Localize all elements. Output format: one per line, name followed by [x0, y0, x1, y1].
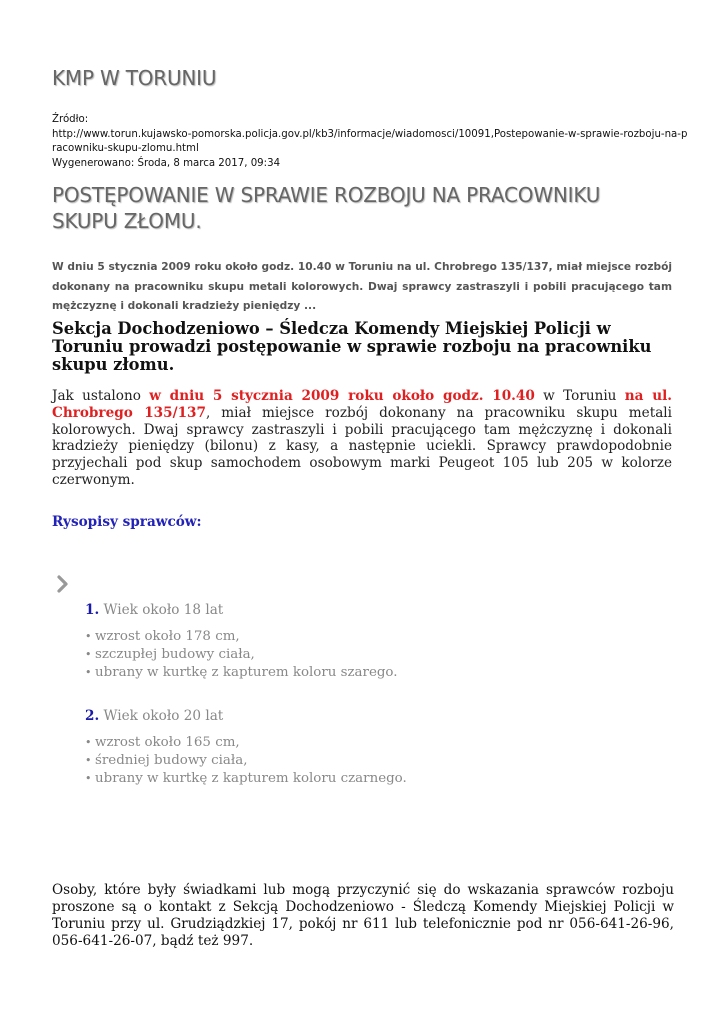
article-title: POSTĘPOWANIE W SPRAWIE ROZBOJU NA PRACOWNIKU SKUPU ZŁOMU.: [52, 183, 601, 233]
section-heading: Sekcja Dochodzeniowo – Śledcza Komendy Miejskiej Policji w Toruniu prowadzi postępowanie w sprawie rozboju na pracowniku skupu złomu.: [52, 319, 652, 374]
suspect-heading: [85, 601, 645, 619]
list-item: [85, 734, 645, 752]
lead-paragraph: W dniu 5 stycznia 2009 roku około godz. 10.40 w Toruniu na ul. Chrobrego 135/137, miał miejsce rozbój dokonany na pracowniku skupu metali kolorowych. Dwaj sprawcy zastraszyli i pobili pracującego tam mężczyznę i dokonali kradzieży pieniędzy ...: [52, 261, 672, 313]
list-item: [85, 752, 645, 770]
suspect-number: 2.: [85, 708, 100, 724]
list-item: [85, 646, 645, 664]
suspect-age: Wiek około 18 lat: [99, 602, 224, 618]
trait-text: średniej budowy ciała,: [95, 753, 248, 768]
trait-text: ubrany w kurtkę z kapturem koloru szarego.: [95, 665, 398, 680]
bullet-icon: •: [85, 772, 92, 785]
body-text-3: , miał miejsce rozbój dokonany na pracowniku skupu metali kolorowych. Dwaj sprawcy zastraszyli i pobili pracującego tam mężczyznę i dokonali kradzieży pieniędzy (bilonu) z kasy, a następnie uciekli. Sprawcy prawdopodobnie przyjechali pod skup samochodem osobowym marki Peugeot 105 lub 205 w kolorze czerwonym.: [52, 404, 672, 488]
suspect-number: 1.: [85, 602, 100, 618]
suspect-description-1: [85, 601, 645, 682]
street-highlight: na ul. Chrobrego 135/137: [52, 388, 672, 421]
bullet-icon: •: [85, 630, 92, 643]
chevron-right-icon: [56, 575, 70, 593]
bullet-icon: •: [85, 648, 92, 661]
bullet-icon: •: [85, 666, 92, 679]
trait-text: ubrany w kurtkę z kapturem koloru czarnego.: [95, 771, 407, 786]
bullet-icon: •: [85, 736, 92, 749]
closing-paragraph: Osoby, które były świadkami lub mogą przyczynić się do wskazania sprawców rozboju proszone są o kontakt z Sekcją Dochodzeniowo - Śledczą Komendy Miejskiej Policji w Toruniu przy ul. Grudziądzkiej 17, pokój nr 611 lub telefonicznie pod nr 056-641-26-96, 056-641-26-07, bądź też 997.: [52, 882, 674, 949]
body-text-2: w Toruniu: [534, 388, 625, 404]
body-text-1: Jak ustalono: [52, 388, 150, 404]
source-metadata: [52, 113, 688, 171]
body-paragraph: [52, 388, 672, 489]
source-label: Źródło:: [52, 114, 89, 125]
list-item: [85, 628, 645, 646]
date-highlight: w dniu 5 stycznia 2009 roku około godz. 10.40: [149, 388, 535, 404]
source-url-line-2: racowniku-skupu-zlomu.html: [52, 143, 199, 154]
list-item: [85, 664, 645, 682]
trait-text: wzrost około 165 cm,: [95, 735, 240, 750]
list-item: [85, 770, 645, 788]
generated-timestamp: Wygenerowano: Środa, 8 marca 2017, 09:34: [52, 157, 281, 169]
suspect-age: Wiek około 20 lat: [99, 708, 224, 724]
site-title: KMP W TORUNIU: [52, 66, 217, 90]
suspect-traits-list: [85, 734, 645, 788]
source-url-line-1: http://www.torun.kujawsko-pomorska.policja.gov.pl/kb3/informacje/wiadomosci/10091,Postepowanie-w-sprawie-rozboju-na-p: [52, 128, 688, 140]
descriptions-heading: Rysopisy sprawców:: [52, 514, 202, 530]
bullet-icon: •: [85, 754, 92, 767]
trait-text: szczupłej budowy ciała,: [95, 647, 255, 662]
trait-text: wzrost około 178 cm,: [95, 629, 240, 644]
suspect-description-2: [85, 707, 645, 788]
suspect-traits-list: [85, 628, 645, 682]
suspect-heading: [85, 707, 645, 725]
